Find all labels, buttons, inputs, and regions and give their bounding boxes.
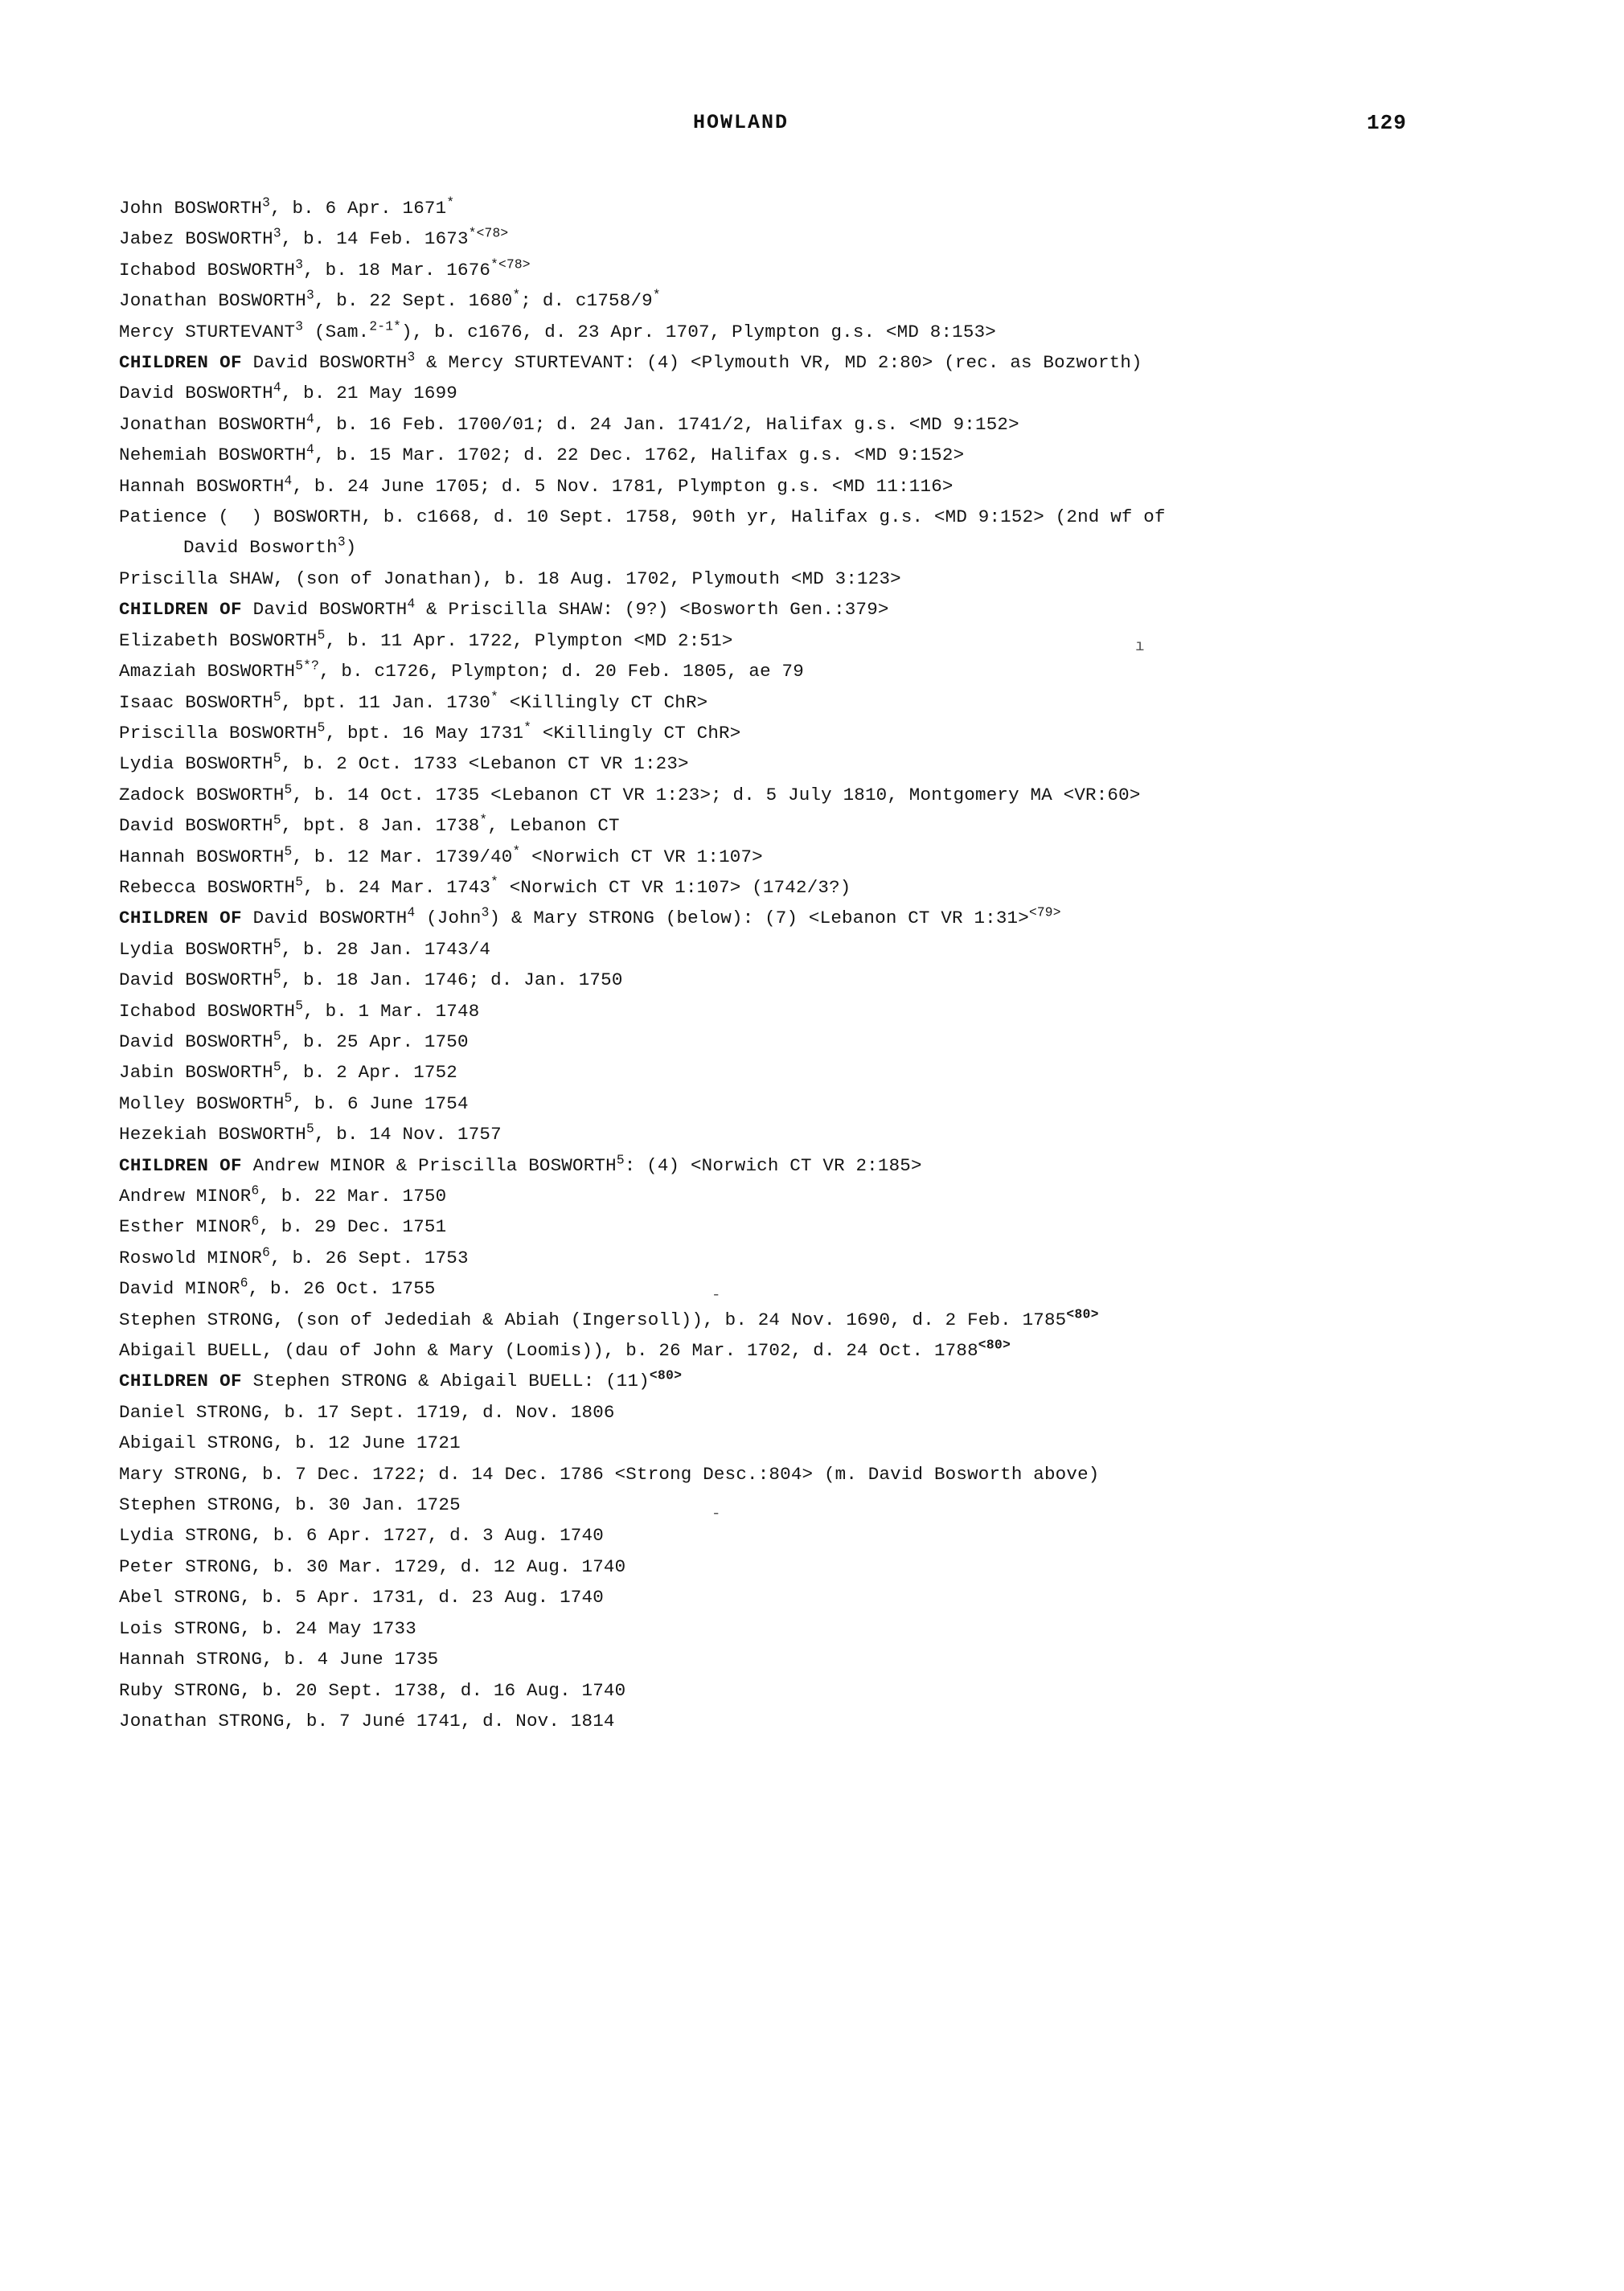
text-line: [119, 1273, 1534, 1304]
text-span: , b. 18 Mar. 1676: [303, 259, 491, 281]
text-span: , Lebanon CT: [487, 815, 620, 837]
text-line: [119, 378, 1534, 408]
text-span: Zadock BOSWORTH: [119, 784, 285, 805]
text-span: Amaziah BOSWORTH: [119, 661, 296, 682]
superscript-marker: *<78>: [490, 257, 531, 273]
superscript-marker: *: [446, 195, 455, 211]
text-span: Jabin BOSWORTH: [119, 1062, 273, 1084]
superscript-marker: 6: [251, 1183, 260, 1199]
text-span: David BOSWORTH: [241, 599, 408, 621]
text-span: Hezekiah BOSWORTH: [119, 1124, 306, 1146]
text-line: [119, 1057, 1534, 1088]
text-line: [119, 594, 1534, 625]
text-span: Lydia BOSWORTH: [119, 753, 273, 775]
text-span: , b. 21 May 1699: [281, 383, 458, 404]
text-span: Jonathan BOSWORTH: [119, 290, 306, 312]
text-span: , b. 14 Feb. 1673: [281, 228, 469, 250]
superscript-marker: <80>: [978, 1338, 1011, 1353]
text-span: Hannah BOSWORTH: [119, 846, 285, 867]
text-line: [119, 1397, 1534, 1428]
text-line: [119, 996, 1534, 1027]
text-line: [119, 1243, 1534, 1273]
text-line: [119, 872, 1534, 903]
text-span: Jonathan BOSWORTH: [119, 413, 306, 435]
text-line: [119, 1088, 1534, 1119]
superscript-marker: *<78>: [468, 226, 509, 241]
text-line: [119, 1459, 1534, 1490]
text-line: [119, 903, 1534, 933]
superscript-marker: 4: [306, 442, 314, 457]
superscript-marker: 3: [295, 257, 304, 273]
superscript-marker: 5: [284, 1091, 293, 1106]
text-line: [119, 1366, 1534, 1396]
superscript-marker: 3: [295, 319, 304, 334]
superscript-marker: *: [512, 844, 521, 859]
superscript-marker: *: [490, 875, 499, 890]
text-span: Lydia BOSWORTH: [119, 938, 273, 960]
text-span: Ruby STRONG, b. 20 Sept. 1738, d. 16 Aug. 1740: [119, 1679, 626, 1701]
text-span: , b. 2 Apr. 1752: [281, 1062, 458, 1084]
superscript-marker: 5: [295, 875, 304, 890]
superscript-marker: <80>: [649, 1368, 683, 1383]
superscript-marker: 6: [262, 1245, 271, 1260]
text-span: Nehemiah BOSWORTH: [119, 445, 306, 466]
text-span: Abigail STRONG, b. 12 June 1721: [119, 1432, 461, 1454]
text-line: [119, 1490, 1534, 1520]
text-span: Daniel STRONG, b. 17 Sept. 1719, d. Nov. 1806: [119, 1401, 615, 1423]
superscript-marker: 5: [317, 628, 326, 643]
text-span: Elizabeth BOSWORTH: [119, 629, 318, 651]
superscript-marker: 3: [407, 350, 416, 365]
text-span: Stephen STRONG, (son of Jedediah & Abiah (Ingersoll)), b. 24 Nov. 1690, d. 2 Feb. 1785: [119, 1309, 1067, 1330]
text-line: [119, 193, 1534, 223]
text-span: Abigail BUELL, (dau of John & Mary (Loomis)), b. 26 Mar. 1702, d. 24 Oct. 1788: [119, 1340, 978, 1362]
superscript-marker: 5: [616, 1153, 625, 1168]
text-line: [119, 687, 1534, 718]
text-line: [119, 934, 1534, 965]
text-line: [119, 965, 1534, 995]
superscript-marker: 3: [337, 535, 346, 550]
superscript-marker: 4: [273, 380, 281, 395]
text-line: [119, 1582, 1534, 1613]
text-span: Ichabod BOSWORTH: [119, 259, 296, 281]
superscript-marker: 5: [317, 720, 326, 736]
superscript-marker: *: [512, 288, 521, 303]
text-span: , b. 12 Mar. 1739/40: [292, 846, 513, 867]
text-span: Stephen STRONG, b. 30 Jan. 1725: [119, 1494, 461, 1516]
text-span: CHILDREN OF: [119, 1154, 242, 1176]
text-span: , b. 6 Apr. 1671: [270, 198, 447, 219]
superscript-marker: 5: [284, 844, 293, 859]
superscript-marker: 5: [273, 1059, 281, 1075]
text-span: ), b. c1676, d. 23 Apr. 1707, Plympton g.s. <MD 8:153>: [401, 321, 996, 342]
superscript-marker: 5: [273, 967, 281, 982]
text-span: <Norwich CT VR 1:107>: [520, 846, 763, 867]
text-line: [119, 440, 1534, 470]
text-line: [119, 1027, 1534, 1057]
text-line: [119, 1150, 1534, 1181]
superscript-marker: 3: [273, 226, 281, 241]
text-line: [119, 810, 1534, 841]
superscript-marker: 3: [306, 288, 314, 303]
text-span: , b. 25 Apr. 1750: [281, 1031, 469, 1052]
superscript-marker: 4: [407, 596, 416, 612]
text-span: Lois STRONG, b. 24 May 1733: [119, 1617, 416, 1639]
superscript-marker: 5: [273, 813, 281, 828]
margin-mark-3: -: [712, 1505, 721, 1523]
superscript-marker: 4: [407, 905, 416, 920]
text-line: [119, 1613, 1534, 1644]
superscript-marker: 3: [262, 195, 271, 211]
text-line: [119, 718, 1534, 748]
text-span: David BOSWORTH: [119, 969, 273, 991]
text-line: [119, 1119, 1534, 1150]
text-span: ): [345, 537, 357, 559]
text-span: (John: [415, 908, 482, 929]
text-span: Stephen STRONG & Abigail BUELL: (11): [241, 1371, 650, 1392]
superscript-marker: 5: [284, 782, 293, 797]
text-span: Mary STRONG, b. 7 Dec. 1722; d. 14 Dec. 1786 <Strong Desc.:804> (m. David Bosworth above): [119, 1463, 1100, 1485]
margin-mark-2: -: [712, 1286, 721, 1304]
text-span: , b. 11 Apr. 1722, Plympton <MD 2:51>: [325, 629, 733, 651]
text-span: , bpt. 11 Jan. 1730: [281, 691, 491, 713]
text-span: , b. 6 June 1754: [292, 1092, 469, 1114]
text-span: , bpt. 16 May 1731: [325, 722, 524, 744]
superscript-marker: 6: [251, 1214, 260, 1229]
text-line: [119, 1428, 1534, 1458]
superscript-marker: 5: [273, 751, 281, 766]
superscript-marker: 3: [481, 905, 490, 920]
text-span: Priscilla BOSWORTH: [119, 722, 318, 744]
text-span: David BOSWORTH: [119, 383, 273, 404]
text-span: Hannah STRONG, b. 4 June 1735: [119, 1649, 439, 1670]
text-span: , b. 26 Sept. 1753: [270, 1247, 469, 1268]
text-line: [119, 1706, 1534, 1736]
text-line: [119, 1181, 1534, 1211]
text-span: ; d. c1758/9: [520, 290, 653, 312]
text-span: ) & Mary STRONG (below): (7) <Lebanon CT VR 1:31>: [489, 908, 1029, 929]
text-span: , bpt. 8 Jan. 1738: [281, 815, 480, 837]
text-line: [119, 748, 1534, 779]
text-span: Molley BOSWORTH: [119, 1092, 285, 1114]
superscript-marker: 5: [273, 1029, 281, 1044]
text-span: , b. 24 June 1705; d. 5 Nov. 1781, Plympton g.s. <MD 11:116>: [292, 475, 953, 497]
text-span: Rebecca BOSWORTH: [119, 876, 296, 898]
superscript-marker: *: [479, 813, 488, 828]
text-span: Andrew MINOR & Priscilla BOSWORTH: [241, 1154, 617, 1176]
superscript-marker: 6: [240, 1276, 248, 1291]
text-span: : (4) <Norwich CT VR 2:185>: [624, 1154, 922, 1176]
text-span: , b. 16 Feb. 1700/01; d. 24 Jan. 1741/2, Halifax g.s. <MD 9:152>: [314, 413, 1019, 435]
text-line: [119, 255, 1534, 285]
text-span: Peter STRONG, b. 30 Mar. 1729, d. 12 Aug. 1740: [119, 1555, 626, 1577]
text-line: [119, 317, 1534, 347]
text-span: <Killingly CT ChR>: [531, 722, 741, 744]
text-span: , b. 15 Mar. 1702; d. 22 Dec. 1762, Halifax g.s. <MD 9:152>: [314, 445, 965, 466]
text-line: [119, 1335, 1534, 1366]
superscript-marker: <80>: [1066, 1307, 1099, 1322]
text-span: Jonathan STRONG, b. 7 Juné 1741, d. Nov. 1814: [119, 1710, 615, 1732]
text-line: [119, 409, 1534, 440]
text-line: [119, 1520, 1534, 1551]
document-body: [119, 193, 1534, 1736]
text-span: Priscilla SHAW, (son of Jonathan), b. 18 Aug. 1702, Plymouth <MD 3:123>: [119, 568, 901, 589]
text-line: [119, 656, 1534, 686]
text-span: , b. c1726, Plympton; d. 20 Feb. 1805, ae 79: [319, 661, 804, 682]
text-line: [119, 625, 1534, 656]
superscript-marker: *: [523, 720, 532, 736]
text-span: John BOSWORTH: [119, 198, 263, 219]
text-span: Esther MINOR: [119, 1216, 252, 1238]
text-span: David BOSWORTH: [119, 815, 273, 837]
text-line: [119, 347, 1534, 378]
text-line: [119, 1551, 1534, 1582]
text-span: , b. 2 Oct. 1733 <Lebanon CT VR 1:23>: [281, 753, 689, 775]
text-span: CHILDREN OF: [119, 1371, 242, 1392]
page-header: [0, 111, 1624, 143]
page-number: 129: [1367, 111, 1407, 135]
superscript-marker: 4: [284, 473, 293, 489]
text-span: Lydia STRONG, b. 6 Apr. 1727, d. 3 Aug. 1740: [119, 1525, 604, 1547]
text-span: <Norwich CT VR 1:107> (1742/3?): [498, 876, 851, 898]
text-line: [119, 471, 1534, 502]
text-line: [119, 780, 1534, 810]
text-span: CHILDREN OF: [119, 352, 242, 374]
text-span: <Killingly CT ChR>: [498, 691, 708, 713]
text-line: [119, 223, 1534, 254]
text-span: David Bosworth: [183, 537, 338, 559]
text-span: CHILDREN OF: [119, 599, 242, 621]
text-span: Andrew MINOR: [119, 1186, 252, 1207]
text-span: , b. 14 Nov. 1757: [314, 1124, 502, 1146]
superscript-marker: 5: [273, 936, 281, 952]
superscript-marker: 4: [306, 412, 314, 427]
text-line: [119, 842, 1534, 872]
text-span: Mercy STURTEVANT: [119, 321, 296, 342]
text-span: David BOSWORTH: [119, 1031, 273, 1052]
text-span: , b. 28 Jan. 1743/4: [281, 938, 491, 960]
superscript-marker: *: [652, 288, 661, 303]
superscript-marker: 5*?: [295, 658, 319, 674]
text-span: & Mercy STURTEVANT: (4) <Plymouth VR, MD 2:80> (rec. as Bozworth): [415, 352, 1142, 374]
text-line: [119, 1211, 1534, 1242]
text-line: [119, 502, 1534, 532]
superscript-marker: 2-1*: [369, 319, 402, 334]
text-span: CHILDREN OF: [119, 908, 242, 929]
text-span: , b. 22 Sept. 1680: [314, 290, 513, 312]
superscript-marker: *: [490, 690, 499, 704]
text-span: , b. 22 Mar. 1750: [259, 1186, 447, 1207]
margin-mark-1: ı: [1135, 637, 1145, 655]
text-line: [119, 1675, 1534, 1706]
text-span: David BOSWORTH: [241, 908, 408, 929]
text-line: [119, 564, 1534, 594]
text-span: , b. 29 Dec. 1751: [259, 1216, 447, 1238]
text-span: Abel STRONG, b. 5 Apr. 1731, d. 23 Aug. 1740: [119, 1587, 604, 1609]
text-line: [119, 1305, 1534, 1335]
text-span: Roswold MINOR: [119, 1247, 263, 1268]
text-span: , b. 24 Mar. 1743: [303, 876, 491, 898]
text-line: [119, 532, 1534, 563]
text-span: , b. 1 Mar. 1748: [303, 1000, 480, 1022]
text-span: Isaac BOSWORTH: [119, 691, 273, 713]
text-span: Patience ( ) BOSWORTH, b. c1668, d. 10 Sept. 1758, 90th yr, Halifax g.s. <MD 9:152> (2nd wf of: [119, 506, 1166, 528]
text-span: , b. 18 Jan. 1746; d. Jan. 1750: [281, 969, 623, 991]
text-span: Hannah BOSWORTH: [119, 475, 285, 497]
text-line: [119, 1644, 1534, 1674]
text-span: David MINOR: [119, 1278, 240, 1300]
text-span: Ichabod BOSWORTH: [119, 1000, 296, 1022]
text-span: David BOSWORTH: [241, 352, 408, 374]
text-span: Jabez BOSWORTH: [119, 228, 273, 250]
text-line: [119, 285, 1534, 316]
text-span: & Priscilla SHAW: (9?) <Bosworth Gen.:379>: [415, 599, 889, 621]
superscript-marker: 5: [295, 998, 304, 1014]
text-span: (Sam.: [303, 321, 370, 342]
superscript-marker: 5: [306, 1121, 314, 1137]
page-header-title: HOWLAND: [693, 111, 789, 134]
superscript-marker: <79>: [1028, 905, 1061, 920]
text-span: , b. 14 Oct. 1735 <Lebanon CT VR 1:23>; d. 5 July 1810, Montgomery MA <VR:60>: [292, 784, 1141, 805]
superscript-marker: 5: [273, 690, 281, 704]
text-span: , b. 26 Oct. 1755: [248, 1278, 436, 1300]
